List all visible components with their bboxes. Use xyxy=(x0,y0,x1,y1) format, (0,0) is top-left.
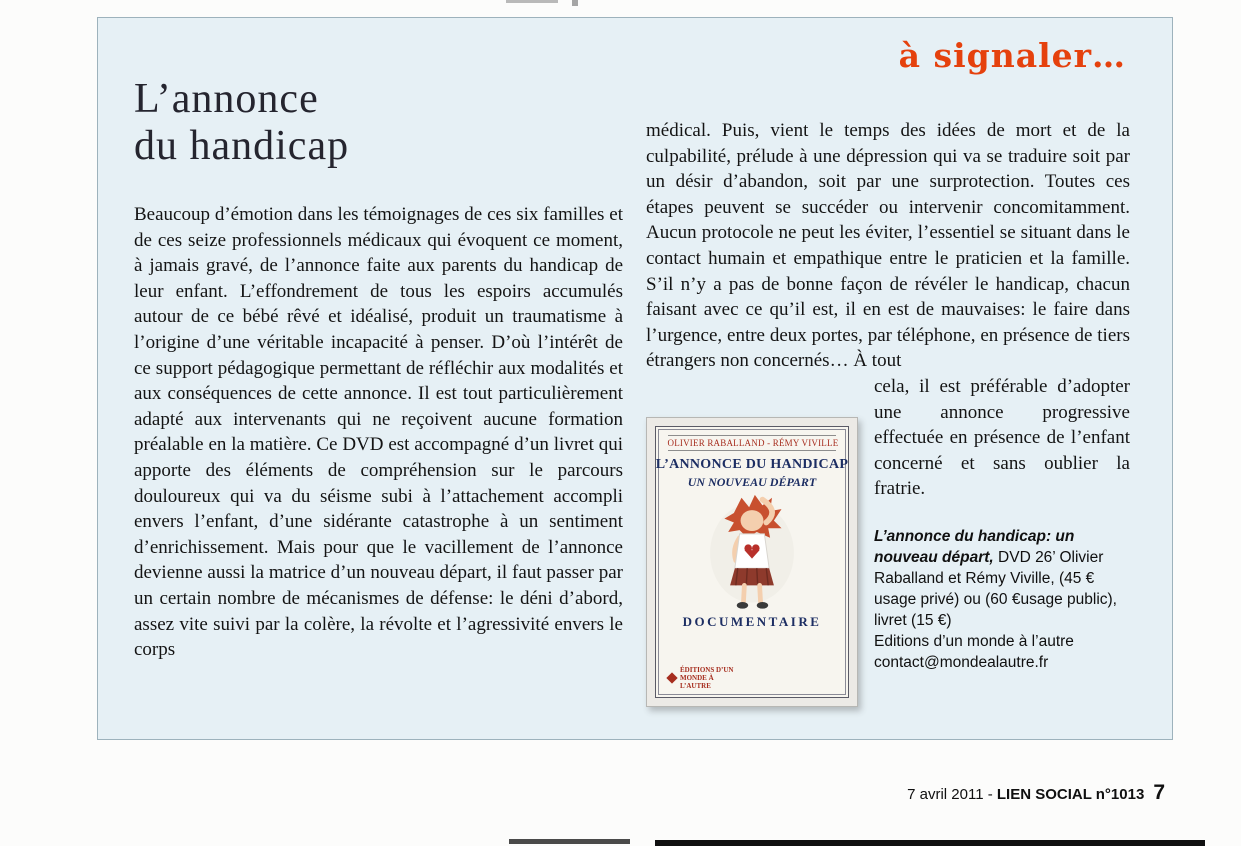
publisher-mark-icon xyxy=(666,672,677,683)
article-column-left: Beaucoup d’émotion dans les témoignages de ces six familles et de ces seize professionnels médicaux qui évoquent ce moment, à jamais gravé, de l’annonce faite aux parents du handicap de leur enfant. L’effondrement de tous les espoirs accumulés autour de ce bébé rêvé et idéalisé, produit un traumatisme à l’origine d’une véritable incapacité à penser. D’où l’intérêt de ce support pédagogique permettant de réfléchir aux modalités et aux conséquences de cette annonce. Il est tout particulièrement adapté aux intervenants qui ne reçoivent aucune formation préalable en la matière. Ce DVD est accompagné d’un livret qui apporte des éléments de compréhension sur le parcours douloureux qui va du séisme subi à l’attachement accompli envers l’enfant, d’une sidérante catastrophe à un sentiment d’enrichissement. Mais pour que le vacillement de l’annonce devienne aussi la matrice d’un nouveau départ, il faut passer par un certain nombre de mécanismes de défense: le déni d’abord, assez vite suivi par la colère, la révolte et l’agressivité envers le corps xyxy=(134,204,623,661)
scan-artifact xyxy=(572,0,578,6)
scan-artifact xyxy=(506,0,558,3)
article-title-line2: du handicap xyxy=(134,123,350,169)
dvd-cover-art xyxy=(698,492,806,612)
scan-artifact xyxy=(509,839,630,844)
dvd-publisher-text: ÉDITIONS D’UN MONDE À L’AUTRE xyxy=(680,666,734,690)
dvd-cover xyxy=(655,426,849,698)
dvd-cover-photo xyxy=(646,417,858,707)
article-right-text-top: médical. Puis, vient le temps des idées de mort et de la culpabilité, prélude à une dépression qui va se traduire soit par un désir d’abandon, soit par une surprotection. Toutes ces étapes peuvent se succéder ou intervenir concomitamment. Aucun protocole ne peut les éviter, l’essentiel se situant dans le contact humain et empathique entre le praticien et la famille. S’il n’y a pas de bonne façon de révéler le handicap, chacun faisant avec ce qu’il est, il en est de mauvaises: le faire dans l’urgence, entre deux portes, par téléphone, en présence de tiers étrangers non concernés… À tout xyxy=(646,120,1130,372)
scan-artifact xyxy=(655,840,1205,846)
dvd-caption xyxy=(874,526,1130,673)
footer-page-number: 7 xyxy=(1153,781,1165,804)
article-column-right xyxy=(646,118,1130,758)
article-right-lower xyxy=(874,374,1130,673)
page-footer xyxy=(907,781,1165,805)
article-title-line1: L’annonce xyxy=(134,76,319,122)
caption-credits: DVD 26’ Olivier Raballand et Rémy Viville, (45 € usage privé) ou (60 €usage public), livret (15 €) xyxy=(874,548,1117,629)
footer-date: 7 avril 2011 - xyxy=(907,786,997,803)
article-panel xyxy=(97,17,1173,740)
dvd-subtitle: UN NOUVEAU DÉPART xyxy=(687,475,817,489)
article-title xyxy=(134,76,349,170)
caption-publisher: Editions d’un monde à l’autre xyxy=(874,632,1074,650)
section-label: à signaler… xyxy=(898,36,1126,75)
caption-title: L’annonce du handicap: un nouveau départ, xyxy=(874,527,1075,566)
dvd-publisher-logo xyxy=(668,666,742,690)
footer-journal-name: LIEN SOCIAL n°1013 xyxy=(996,786,1145,803)
dvd-authors: OLIVIER RABALLAND - RÉMY VIVILLE xyxy=(668,435,837,451)
dvd-genre: DOCUMENTAIRE xyxy=(682,614,822,629)
caption-contact: contact@mondealautre.fr xyxy=(874,653,1049,671)
article-right-text-wrapped: cela, il est préférable d’adopter une annonce progressive effectuée en présence de l’enfant concerné et sans oublier la fratrie. xyxy=(874,375,1130,500)
dvd-title: L’ANNONCE DU HANDICAP xyxy=(655,457,849,472)
